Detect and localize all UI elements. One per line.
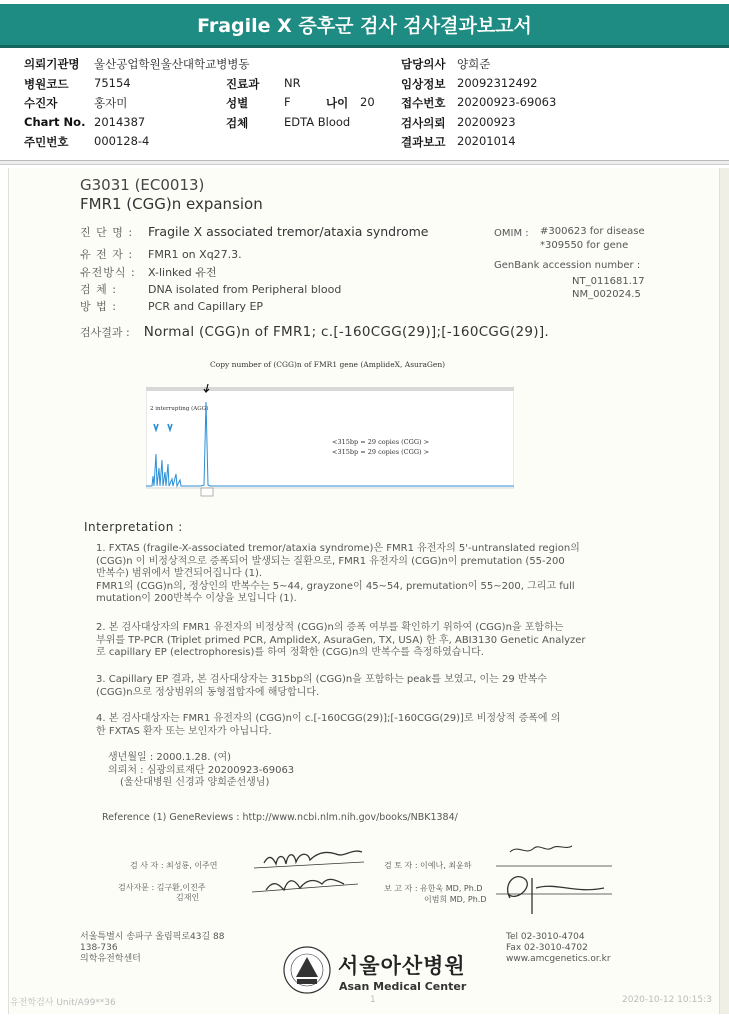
clinical-label: 임상정보 — [401, 77, 446, 91]
header-row — [24, 134, 704, 150]
text-line: 의뢰처 : 심광의료재단 20200923-69063 — [108, 764, 295, 776]
resident-no-value: 000128-4 — [94, 134, 150, 148]
field-value: Fragile X associated tremor/ataxia syndrome — [148, 224, 429, 239]
field-value: DNA isolated from Peripheral blood — [148, 283, 342, 296]
electropherogram — [146, 384, 514, 500]
size-ruler — [146, 387, 514, 391]
specimen-value: EDTA Blood — [284, 115, 351, 129]
inset-label: 2 interrupting (AGG) — [150, 406, 209, 412]
field-value: X-linked 유전 — [148, 266, 217, 279]
genbank-nt: NT_011681.17 — [572, 276, 645, 287]
text-line: 1. FXTAS (fragile-X-associated tremor/ataxia syndrome)은 FMR1 유전자의 5'-untranslated region의 — [96, 543, 580, 554]
genbank-label: GenBank accession number : — [494, 260, 641, 271]
field-label: 방 법 : — [80, 300, 117, 313]
request-date-label: 검사의뢰 — [401, 116, 446, 130]
asan-foundation-logo-icon — [282, 945, 332, 995]
reporter: 보 고 자 : 유한욱 MD, Ph.D — [384, 884, 483, 893]
text-line: mutation이 200반복수 이상을 보입니다 (1). — [96, 593, 297, 604]
institution-label: 의뢰기관명 — [24, 57, 80, 71]
hospital-code-value: 75154 — [94, 76, 131, 90]
report-date-label: 결과보고 — [401, 135, 446, 149]
test-name: FMR1 (CGG)n expansion — [80, 195, 263, 213]
result-value: Normal (CGG)n of FMR1; c.[-160CGG(29)];[-160CGG(29)]. — [143, 324, 550, 340]
unit-stamp: 유전학검사 Unit/A99**36 — [10, 998, 116, 1008]
peak-annotation: <315bp = 29 copies (CGG) > — [332, 438, 430, 446]
method-row — [80, 298, 263, 314]
report-title: Fragile X 증후군 검사 검사결과보고서 — [0, 4, 729, 48]
institution-value: 울산공업학원울산대학교병병동 — [94, 57, 250, 71]
age-label: 나이 — [326, 96, 349, 110]
interpretation-paragraph — [96, 674, 678, 699]
reviewer-signature-icon — [496, 838, 626, 918]
omim-disease: #300623 for disease — [540, 226, 645, 237]
postal-code: 138-736 — [80, 943, 118, 953]
field-value: PCR and Capillary EP — [148, 300, 264, 313]
hospital-name-ko: 서울아산병원 — [338, 954, 466, 978]
plot-frame — [146, 390, 514, 488]
sex-label: 성별 — [226, 96, 249, 110]
age-value: 20 — [360, 95, 375, 109]
header-row — [24, 95, 704, 111]
electropherogram-svg — [146, 384, 514, 500]
reporter-2: 이범희 MD, Ph.D — [424, 895, 487, 904]
result-label: 검사결과 : — [80, 326, 130, 339]
genbank-nm: NM_002024.5 — [572, 289, 641, 300]
examiner: 검 사 자 : 최성룡, 이주연 — [130, 861, 218, 870]
dept-label: 진료과 — [226, 77, 260, 91]
hospital-code-label: 병원코드 — [24, 77, 69, 91]
sex-value: F — [284, 95, 291, 109]
scan-edge — [720, 168, 729, 1014]
header-row — [24, 76, 704, 92]
hospital-name-en: Asan Medical Center — [339, 980, 467, 993]
report-date-value: 20201014 — [457, 134, 516, 148]
text-line: FMR1의 (CGG)n의, 정상인의 반복수는 5~44, grayzone이 45~54, premutation이 55~200, 그리고 full — [96, 580, 575, 592]
test-code: G3031 (EC0013) — [80, 176, 205, 194]
text-line: 2. 본 검사대상자의 FMR1 유전자의 비정상적 (CGG)n의 증폭 여부를 확인하기 위하여 (CGG)n을 포함하는 — [96, 622, 564, 633]
field-label: 진 단 명 : — [80, 226, 134, 239]
field-value: FMR1 on Xq27.3. — [148, 248, 242, 261]
text-line: 생년월일 : 2000.1.28. (여) — [108, 752, 232, 763]
reviewer: 검 토 자 : 이예나, 최윤하 — [384, 861, 472, 870]
header-row — [24, 115, 704, 131]
field-label: 유 전 자 : — [80, 248, 134, 261]
field-label: 검 체 : — [80, 283, 117, 296]
resident-no-label: 주민번호 — [24, 135, 69, 149]
peak-annotation: <315bp = 29 copies (CGG) > — [332, 448, 430, 456]
chart-no-label: Chart No. — [24, 115, 86, 129]
text-line: 반복수) 범위에서 발견되어집니다 (1). — [96, 568, 263, 579]
specimen-row — [80, 281, 341, 297]
header-row — [24, 56, 704, 72]
clinical-value: 20092312492 — [457, 76, 538, 90]
receipt-label: 접수번호 — [401, 96, 446, 110]
address-line: 서울특별시 송파구 올림픽로43길 88 — [80, 932, 225, 942]
interpretation-title: Interpretation : — [84, 520, 183, 534]
doctor-label: 담당의사 — [401, 57, 446, 71]
center-name: 의학유전학센터 — [80, 954, 141, 964]
text-line: 4. 본 검사대상자는 FMR1 유전자의 (CGG)n이 c.[-160CGG(29)];[-160CGG(29)]로 비정상적 증폭에 의 — [96, 713, 561, 724]
text-line: 로 capillary EP (electrophoresis)를 하여 정확한 (CGG)n의 반복수를 측정하였습니다. — [96, 647, 484, 658]
test-result — [80, 324, 549, 340]
text-line: 3. Capillary EP 결과, 본 검사대상자는 315bp의 (CGG)n을 포함하는 peak를 보였고, 이는 29 반복수 — [96, 674, 547, 685]
field-label: 유전방식 : — [80, 266, 136, 279]
examiner-signature-icon — [244, 838, 384, 908]
reference: Reference (1) GeneReviews : http://www.ncbi.nlm.nih.gov/books/NBK1384/ — [102, 812, 458, 823]
doctor-value: 양희준 — [457, 57, 491, 71]
specimen-label: 검체 — [226, 116, 249, 130]
inheritance-row — [80, 264, 217, 280]
interpretation-paragraph — [96, 543, 678, 606]
advisor: 검사자문 : 김구환,이진주 — [118, 883, 206, 892]
recipient-value: 홍자미 — [94, 96, 128, 110]
page-number: 1 — [370, 995, 376, 1005]
address-block — [80, 932, 225, 965]
header-divider — [0, 160, 729, 165]
omim-label: OMIM : — [494, 228, 529, 239]
text-line: (울산대병원 신경과 양희준선생님) — [120, 777, 270, 788]
interpretation-paragraph — [96, 622, 678, 660]
contact-block — [506, 932, 611, 965]
interpretation-paragraph — [96, 713, 678, 738]
chart-no-value: 2014387 — [94, 115, 146, 129]
text-line: 한 FXTAS 환자 또는 보인자가 아닙니다. — [96, 725, 272, 737]
text-line: (CGG)n으로 정상범위의 동형접합자에 해당합니다. — [96, 686, 320, 698]
peak-size-box — [201, 488, 213, 496]
request-date-value: 20200923 — [457, 115, 516, 129]
text-line: 부위를 TP-PCR (Triplet primed PCR, AmplideX, AsuraGen, TX, USA) 한 후, ABI3130 Genetic Analyzer — [96, 634, 586, 646]
figure-title: Copy number of (CGG)n of FMR1 gene (AmplideX, AsuraGen) — [210, 360, 446, 369]
website: www.amcgenetics.or.kr — [506, 954, 611, 964]
omim-gene: *309550 for gene — [540, 240, 629, 251]
subject-info — [108, 752, 690, 790]
gene-row — [80, 246, 242, 262]
recipient-label: 수진자 — [24, 96, 58, 110]
text-line: (CGG)n 이 비정상적으로 증폭되어 발생되는 질환으로, FMR1 유전자의 (CGG)n이 premutation (55-200 — [96, 555, 565, 567]
print-timestamp: 2020-10-12 10:15:3 — [622, 995, 712, 1005]
advisor-2: 김재인 — [176, 893, 200, 902]
dept-value: NR — [284, 76, 301, 90]
receipt-value: 20200923-69063 — [457, 95, 557, 109]
diagnosis-row — [80, 224, 429, 240]
phone: Tel 02-3010-4704 — [506, 932, 585, 942]
fax: Fax 02-3010-4702 — [506, 943, 588, 953]
